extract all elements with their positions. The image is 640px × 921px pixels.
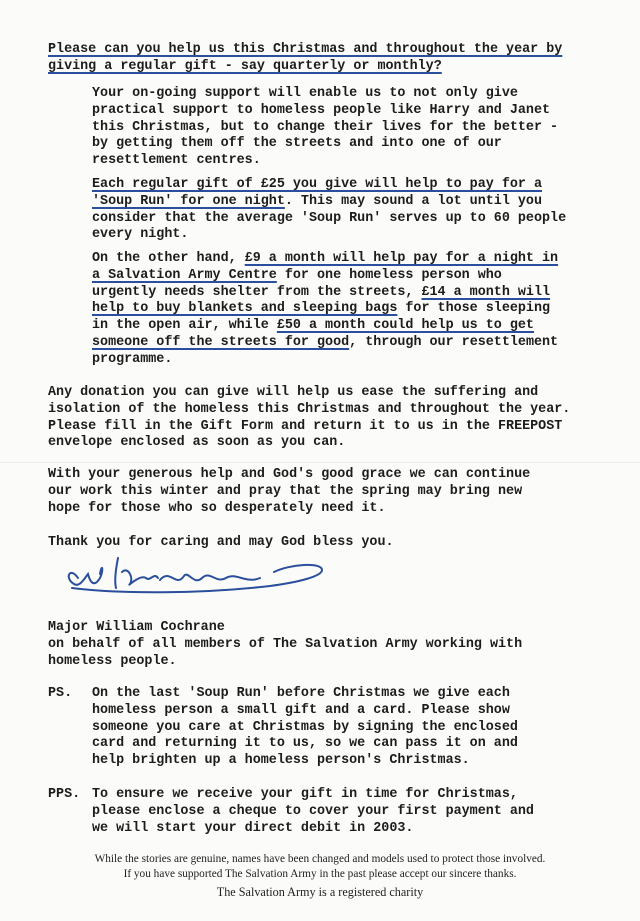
paragraph-line: Any donation you can give will help us ease the suffering and (48, 385, 539, 400)
underlined-phrase: a Salvation Army Centre (92, 267, 277, 283)
paragraph-line: every night. (92, 227, 189, 243)
paragraph-line (92, 251, 558, 268)
paragraph-line (92, 285, 558, 302)
ps-paragraph (92, 686, 518, 770)
phrase: for one homeless person who (276, 267, 502, 283)
pps-paragraph (92, 787, 534, 837)
paragraph-line: Each regular gift of £25 you give will help to pay for a (92, 177, 542, 192)
paragraph-line: consider that the average 'Soup Run' serves up to 60 people (92, 210, 567, 226)
paragraph-line (92, 301, 558, 318)
signature-drawing (60, 548, 330, 598)
appeal-heading-line: Please can you help us this Christmas and throughout the year by (48, 42, 563, 57)
paragraph-line: this Christmas, but to change their lives for the better - (92, 119, 559, 135)
underlined-phrase: £14 a month will (421, 284, 551, 300)
paragraph-line: homeless person a small gift and a card. Please show (92, 702, 510, 718)
paragraph-line: envelope enclosed as soon as you can. (48, 435, 346, 451)
paragraph-line (92, 335, 558, 352)
paragraph-line: practical support to homeless people like Harry and Janet (92, 102, 551, 118)
paragraph-line: isolation of the homeless this Christmas and throughout the year. (48, 401, 571, 417)
paragraph-line: card and returning it to us, so we can pass it on and (92, 736, 518, 752)
fold-crease (0, 462, 640, 463)
signatory-role: homeless people. (48, 653, 177, 669)
paragraph-line: To ensure we receive your gift in time for Christmas, (92, 787, 518, 802)
paragraph-line: Please fill in the Gift Form and return it to us in the FREEPOST (48, 418, 563, 434)
support-paragraph (92, 86, 558, 170)
phrase: in the open air, while (92, 318, 277, 334)
paragraph-line: someone you care at Christmas by signing the enclosed (92, 719, 518, 735)
signature (60, 548, 330, 603)
underlined-phrase: £50 a month could help us to get (276, 318, 534, 334)
blessing-paragraph (48, 467, 530, 517)
underlined-phrase: 'Soup Run' for one night (92, 193, 285, 209)
monthly-gifts-paragraph (92, 251, 558, 369)
pps-label: PPS. (48, 787, 81, 802)
paragraph-line (92, 268, 558, 285)
signatory-name: Major William Cochrane (48, 620, 225, 635)
paragraph-line: On the last 'Soup Run' before Christmas we give each (92, 686, 510, 701)
soup-run-paragraph (92, 177, 566, 244)
signatory-role: on behalf of all members of The Salvation Army working with (48, 636, 523, 652)
phrase: , through our resettlement (349, 334, 559, 350)
donation-paragraph (48, 385, 570, 452)
footer-charity-notice: The Salvation Army is a registered charity (216, 885, 424, 899)
paragraph-line: our work this winter and pray that the spring may bring new (48, 483, 523, 499)
phrase: . This may sound a lot until you (284, 193, 543, 209)
paragraph-line: we will start your direct debit in 2003. (92, 820, 414, 836)
underlined-phrase: help to buy blankets and sleeping bags (92, 301, 398, 317)
footer-disclaimer: While the stories are genuine, names have been changed and models used to protect those involved. (94, 853, 546, 865)
paragraph-line: hope for those who so desperately need it. (48, 500, 386, 516)
ps-label: PS. (48, 686, 73, 701)
paragraph-line (92, 318, 558, 335)
paragraph-line: help brighten up a homeless person's Christmas. (92, 753, 470, 769)
footer-thanks: If you have supported The Salvation Army in the past please accept our sincere thanks. (123, 868, 517, 880)
paragraph-line: please enclose a cheque to cover your first payment and (92, 803, 534, 819)
paragraph-line: Your on-going support will enable us to not only give (92, 86, 518, 101)
underlined-phrase: £9 a month will help pay for a night in (244, 251, 559, 266)
phrase: for those sleeping (397, 301, 551, 317)
phrase: urgently needs shelter from the streets, (92, 284, 422, 300)
appeal-heading-line: giving a regular gift - say quarterly or monthly? (48, 58, 442, 74)
paragraph-line: With your generous help and God's good grace we can continue (48, 467, 531, 482)
paragraph-line: programme. (92, 351, 173, 367)
sign-off (48, 620, 522, 670)
closing-text: Thank you for caring and may God bless you. (48, 535, 394, 550)
paragraph-line: resettlement centres. (92, 153, 261, 169)
phrase: On the other hand, (92, 251, 245, 266)
paragraph-line (92, 194, 566, 211)
appeal-heading (48, 42, 562, 76)
underlined-phrase: someone off the streets for good (92, 334, 350, 350)
paragraph-line: by getting them off the streets and into one of our (92, 136, 502, 152)
